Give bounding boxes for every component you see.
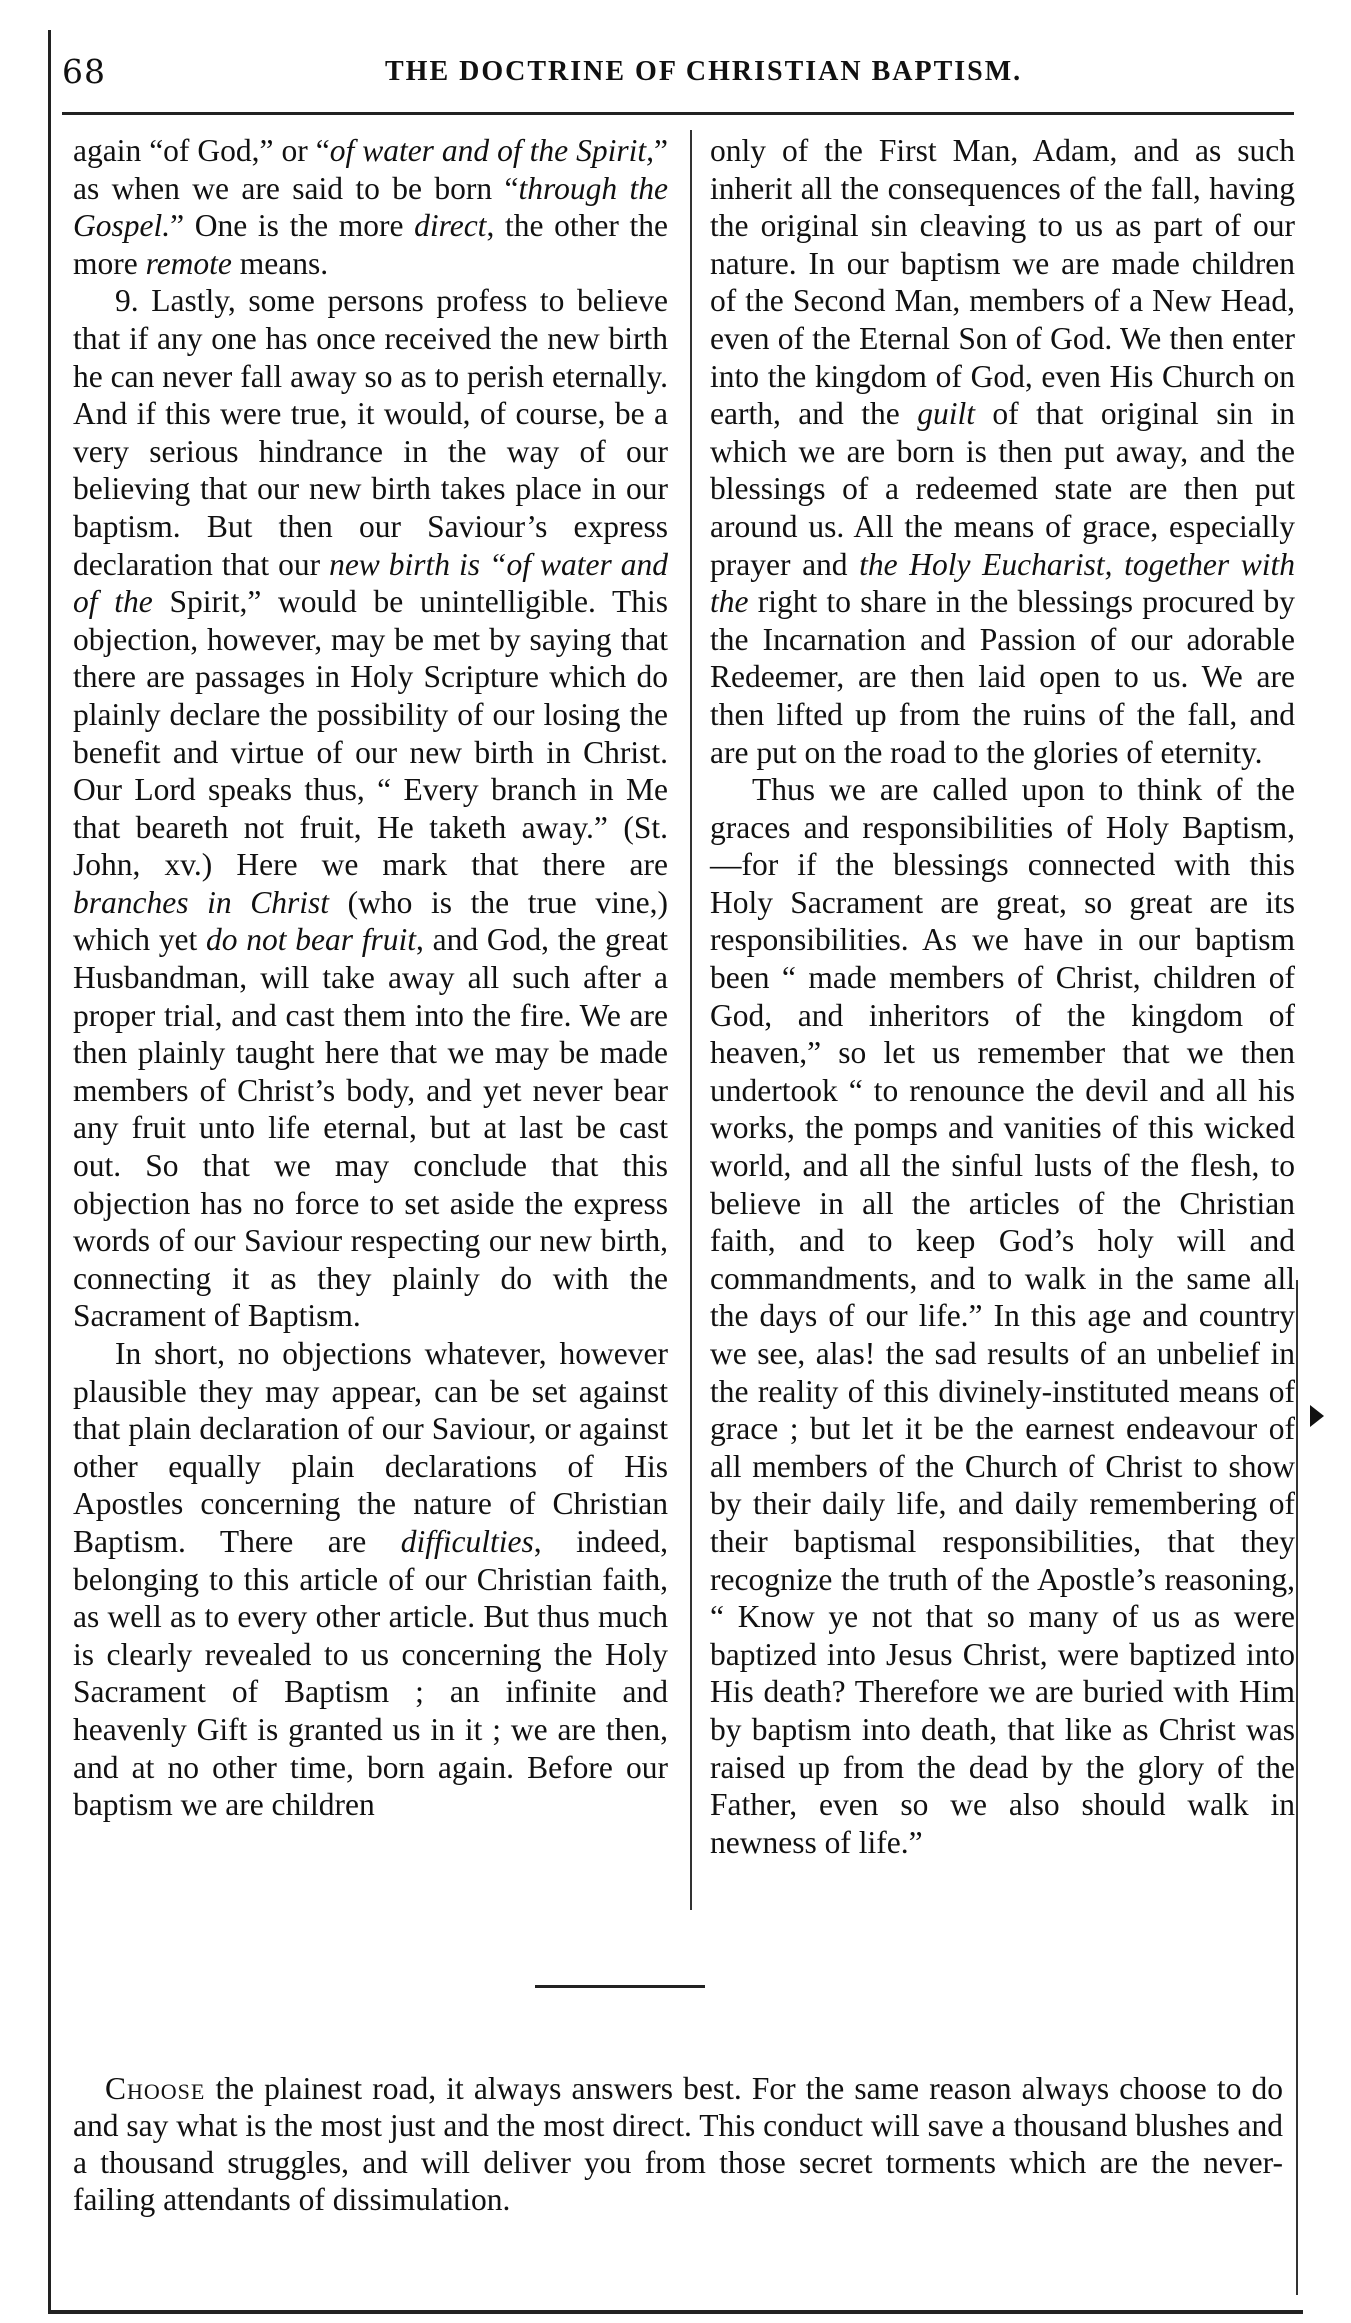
text-run: In short, no objections whatever, however plausible they may appear, can be set against that plain declaration of our Saviour, or against other equally plain declarations of His Apostles concerning the nature of Christian Baptism. There are: [73, 1336, 668, 1559]
text-run: again “of God,” or “: [73, 133, 330, 168]
text-run: , the other the more: [73, 208, 668, 281]
italic-run: of water and of the Spirit,: [329, 133, 655, 168]
italic-run: difficulties: [400, 1523, 534, 1559]
text-run: means.: [231, 245, 329, 281]
text-run: ” as when we are said to be born “: [73, 133, 668, 206]
section-rule: [535, 1985, 705, 1988]
page-header: [0, 22, 1300, 92]
text-run: , and God, the great Husbandman, will take away all such after a proper trial, and cast them into the fire. We are then plainly taught here that we may be made members of Christ’s body, and yet never bear any fruit unto life eternal, but at last be cast out. So that we may conclude that this objection has no force to set aside the express words of our Saviour respecting our new birth, connecting it as they plainly do with the Sacrament of Baptism.: [73, 922, 669, 1334]
left-paragraph-1: [73, 132, 668, 282]
text-run: ” One is the more: [170, 208, 415, 244]
italic-run: remote: [145, 245, 232, 281]
right-margin-rule: [1296, 1280, 1298, 2295]
italic-run: do not bear fruit: [206, 922, 417, 958]
running-title: THE DOCTRINE OF CHRISTIAN BAPTISM.: [385, 56, 1023, 87]
right-paragraph-1: [710, 132, 1295, 771]
column-divider: [690, 130, 692, 1910]
footer-paragraph: [73, 2070, 1283, 2218]
italic-run: direct: [414, 208, 487, 244]
italic-run: through the Gospel.: [73, 170, 668, 244]
text-run: (who is the true vine,) which yet: [73, 884, 668, 958]
italic-run: branches in Christ: [73, 884, 330, 920]
text-run: of that original sin in which we are born is then put away, and the blessings of a redeemed state are then put around us. All the means of grace, especially prayer and: [710, 396, 1295, 582]
text-run: right to share in the blessings procured by the Incarnation and Passion of our adorable Redeemer, are then laid open to us. We are then lifted up from the ruins of the fall, and are put on the road to the glories of eternity.: [710, 584, 1295, 770]
text-run: , indeed, belonging to this article of our Christian faith, as well as to every other article. But thus much is clearly revealed to us concerning the Holy Sacrament of Baptism ; an infinite and heavenly Gift is granted us in it ; we are then, and at no other time, born again. Before our baptism we are children: [73, 1523, 668, 1823]
right-column: [710, 132, 1295, 1861]
text-run: the plainest road, it always answers best. For the same reason always choose to do and say what is the most just and the most direct. This conduct will save a thousand blushes and a thousand struggles, and will deliver you from those secret torments which are the never-failing attendants of dissimulation.: [73, 2071, 1283, 2217]
header-rule: [62, 112, 1294, 115]
text-run: only of the First Man, Adam, and as such inherit all the consequences of the fall, having the original sin cleaving to us as part of our nature. In our baptism we are made children of the Second Man, members of a New Head, even of the Eternal Son of God. We then enter into the kingdom of God, even His Church on earth, and the: [710, 133, 1295, 432]
text-run: 9. Lastly, some persons profess to believe that if any one has once received the new birth he can never fall away so as to perish eternally. And if this were true, it would, of course, be a very serious hindrance in the way of our believing that our new birth takes place in our baptism. But then our Saviour’s express declaration that our: [73, 283, 668, 582]
italic-run: the Holy Eucharist, together with the: [710, 546, 1295, 620]
footer-note: [73, 2070, 1283, 2218]
italic-run: guilt: [917, 396, 975, 432]
page-number: 68: [62, 52, 106, 91]
margin-arrow-icon: [1310, 1405, 1324, 1427]
lead-word: Choose: [105, 2071, 206, 2106]
text-run: Spirit,” would be unintelligible. This objection, however, may be met by saying that there are passages in Holy Scripture which do plainly declare the possibility of our losing the benefit and virtue of our new birth in Christ. Our Lord speaks thus, “ Every branch in Me that beareth not fruit, He taketh away.” (St. John, xv.) Here we mark that there are: [73, 584, 668, 883]
right-paragraph-2: Thus we are called upon to think of the graces and responsibilities of Holy Baptism,—for if the blessings connected with this Holy Sacrament are great, so great are its responsibilities. As we have in our baptism been “ made members of Christ, children of God, and inheritors of the kingdom of heaven,” so let us remember that we then undertook “ to renounce the devil and all his works, the pomps and vanities of this wicked world, and all the sinful lusts of the flesh, to believe in all the articles of the Christian faith, and to keep God’s holy will and commandments, and to walk in the same all the days of our life.” In this age and country we see, alas! the sad results of an unbelief in the reality of this divinely-instituted means of grace ; but let it be the earnest endeavour of all members of the Church of Christ to show by their daily life, and daily remembering of their baptismal responsibilities, that they recognize the truth of the Apostle’s reasoning, “ Know ye not that so many of us as were baptized into Jesus Christ, were baptized into His death? Therefore we are buried with Him by baptism into death, that like as Christ was raised up from the dead by the glory of the Father, even so we also should walk in newness of life.”: [710, 772, 1295, 1860]
left-column: [73, 132, 668, 1824]
left-paragraph-2: [73, 282, 668, 1335]
italic-run: new birth is “of water and of the: [73, 546, 668, 620]
left-paragraph-3: [73, 1335, 668, 1824]
